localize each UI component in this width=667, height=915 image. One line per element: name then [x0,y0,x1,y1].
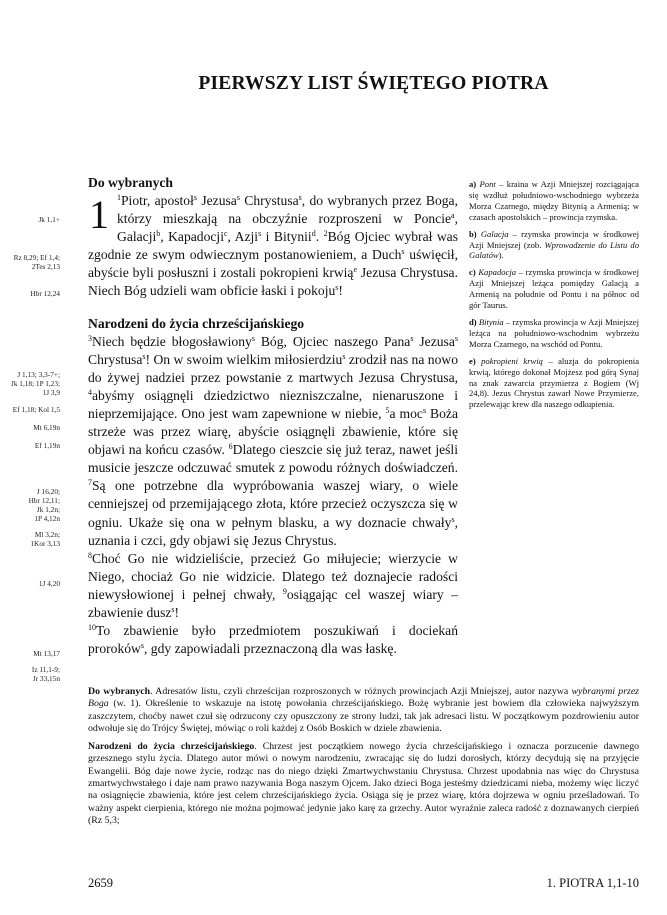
verse-number: 4 [88,387,92,397]
margin-ref: Jr 33,15n [32,674,60,683]
verse-number: 10 [88,623,96,633]
chapter-number: 1 [89,192,109,237]
page-title: PIERWSZY LIST ŚWIĘTEGO PIOTRA [198,73,549,94]
footnote: b) Galacja – rzymska prowincja w środkowej Azji Mniejszej (zob. Wprowadzenie do Listu do Galatów). [469,228,639,261]
margin-ref: Jk 1,2n; [36,505,60,514]
footnote: c) Kapadocja – rzymska prowincja w środkowej Azji Mniejszej leżąca pomiędzy Galacją a Armenią na południe od Pontu i na północ od gór Taurus. [469,267,639,311]
margin-ref: Ef 1,19n [34,441,60,450]
footnote: a) Pont – kraina w Azji Mniejszej rozciągająca się wzdłuż południowo-wschodniego wybrzeża Morza Czarnego, między Bitynią a Armenią; w czasach apostolskich – prowincja rzymska. [469,179,639,222]
page-number: 2659 [88,876,113,890]
verse-paragraph-3: $^3$Niech będzie błogosławiony$^s$ Bóg, Ojciec naszego Pana$^s$ Jezusa$^s$ Chrystusa$^s$! On w swoim wielkim miłosierdziu$^s$ zrodził nas na nowo do żywej nadziei przez powstanie z martwych Jezusa Chrystusa, $^4$abyśmy osiągnęli dziedzictwo niezniszczalne, nienaruszone i nieprzemijające. Ono jest wam zapewnione w niebie, $^5$a moc$^s$ Boża strzeże was przez wiarę, abyście osiągnęli zbawienie, które się objawi na końcu czasów. $^6$Dlatego cieszcie się już teraz, nawet jeśli musicie jeszcze odczuwać smutek z powodu różnych doświadczeń. $^7$Są one potrzebne dla wypróbowania waszej wiary, o wiele cenniejszej od przemijającego złota, które przecież oczyszcza się w ogniu. Ukaże się ona w pełnym blasku, a wy doznacie chwały$^s$, uznania i czci, gdy objawi się Jezus Chrystus. [88,333,459,548]
margin-ref: 1Kor 3,13 [30,539,60,548]
verse-paragraph-1: 1 $^1$Piotr, apostoł$^s$ Jezusa$^s$ Chrystusa$^s$, do wybranych przez Boga, którzy mieszkają na obczyźnie rozproszeni w Poncie$^a$, Galacji$^b$, Kapadocji$^c$, Azji$^s$ i Bitynii$^d$. $^2$Bóg Ojciec wybrał was zgodnie ze swym odwiecznym postanowieniem, a Duch$^s$ uświęcił, abyście byli posłuszni i zostali pokropieni krwią$^e$ Jezusa Chrystusa. Niech Bóg udzieli wam obficie łaski i pokoju$^s$! [88,192,459,299]
margin-ref: J 16,20; [36,487,60,496]
section-heading-born-again: Narodzeni do życia chrześcijańskiego [88,315,305,331]
margin-ref: Ef 1,18; Kol 1,5 [12,405,60,414]
verse-number: 3 [88,333,92,343]
verse-number: 6 [228,442,233,452]
footnote: e) pokropieni krwią – aluzja do pokropienia krwią, którego dokonał Mojżesz pod górą Synaj na znak zawarcia przymierza z Bogiem (Wj 24,8). Jezus Chrystus zawarł Nowe Przymierze, przelewając krew dla naszego odkupienia. [469,355,640,410]
margin-ref: 1J 3,9 [42,388,60,397]
verse-number: 1 [117,193,121,202]
verse-paragraph-8: $^8$Choć Go nie widzieliście, przecież Go miłujecie; wierzycie w Niego, chociaż Go nie widzicie. Dlatego też doznajecie radości niewysłowionej i pełnej chwały, $^9$osiągając cel waszej wiary – zbawienie dusz$^s$! [88,550,458,620]
verse-number: 9 [282,586,287,596]
scripture-text [88,174,458,658]
footnotes [469,179,639,416]
verse-number: 5 [385,405,390,415]
margin-ref: Jk 1,1+ [38,215,60,224]
margin-ref: Jk 1,18; 1P 1,23; [11,379,60,388]
verse-number: 2 [323,229,328,239]
margin-ref: 1J 4,20 [38,579,60,588]
margin-ref: Mt 13,17 [33,649,60,658]
margin-ref: 1P 4,12n [34,514,60,523]
verse-number: 7 [88,478,92,488]
running-head: 1. PIOTRA 1,1-10 [546,876,639,890]
margin-ref: J 1,13; 3,3-7+; [17,370,60,379]
margin-ref: Mt 6,19n [33,423,60,432]
verse-number: 8 [88,550,92,560]
margin-ref: 2Tes 2,13 [31,262,60,271]
footnote: d) Bitynia – rzymska prowincja w Azji Mniejszej leżąca na południowo-wschodnim wybrzeżu Morza Czarnego, na wschód od Pontu. [469,316,639,349]
margin-ref: Ml 3,2n; [34,530,60,539]
margin-ref: Iz 11,1-9; [31,665,60,674]
margin-ref: Hbr 12,24 [30,289,60,298]
section-heading-chosen: Do wybranych [88,175,173,190]
verse-paragraph-10: $^{10}$To zbawienie było przedmiotem poszukiwań i dociekań proroków$^s$, gdy zapowiadali przeznaczoną dla was łaskę. [88,623,458,657]
commentary-paragraph: Do wybranych. Adresatów listu, czyli chrześcijan rozproszonych w różnych prowincjach Azji Mniejszej, autor nazywa wybranymi przez Boga (w. 1). Określenie to wskazuje na istotę powołania chrześcijańskiego. Bożę wybranie jest bowiem dla człowieka najwyższym zaszczytem, choćby nawet czuł się odrzucony czy opuszczony ze strony ludzi, tak jak adresaci listu. W początkowym pozdrowieniu autor odwołuje się do Trójcy Świętej, mówiąc o roli każdej z Osób Boskich w dziele zbawienia. [88,686,639,734]
commentary [88,686,639,833]
margin-ref: Rz 8,29; Ef 1,4; [13,253,60,262]
margin-ref: Hbr 12,11; [28,496,60,505]
commentary-paragraph: Narodzeni do życia chrześcijańskiego. Chrzest jest początkiem nowego życia chrześcijańskiego i oznacza porzucenie dawnego grzesznego stylu życia. Dlatego autor mówi o nowym narodzeniu, zwracając się do ludzi dorosłych, którzy decydują się na przyjęcie Ewangelii. Bóg daje nowe życie, rodząc nas do niego dzięki Zmartwychwstaniu Chrystusa. Chrzest upodabnia nas więc do Chrystusa zmartwychwstałego i daje nam prawo nazywania Boga naszym Ojcem. Jako dzieci Boga jesteśmy dziedzicami nieba, możemy więc liczyć na osiągnięcie zbawienia, które jest celem chrześcijańskiego życia. Osiąga się je przez wiarę, która dojrzewa w ogniu prześladowań. To ważny aspekt cierpienia, którego nie można pojmować jedynie jako karę za grzechy. Autor wyraźnie zaleca radość z doznawanych cierpień (Rz 5,3; [88,741,640,826]
